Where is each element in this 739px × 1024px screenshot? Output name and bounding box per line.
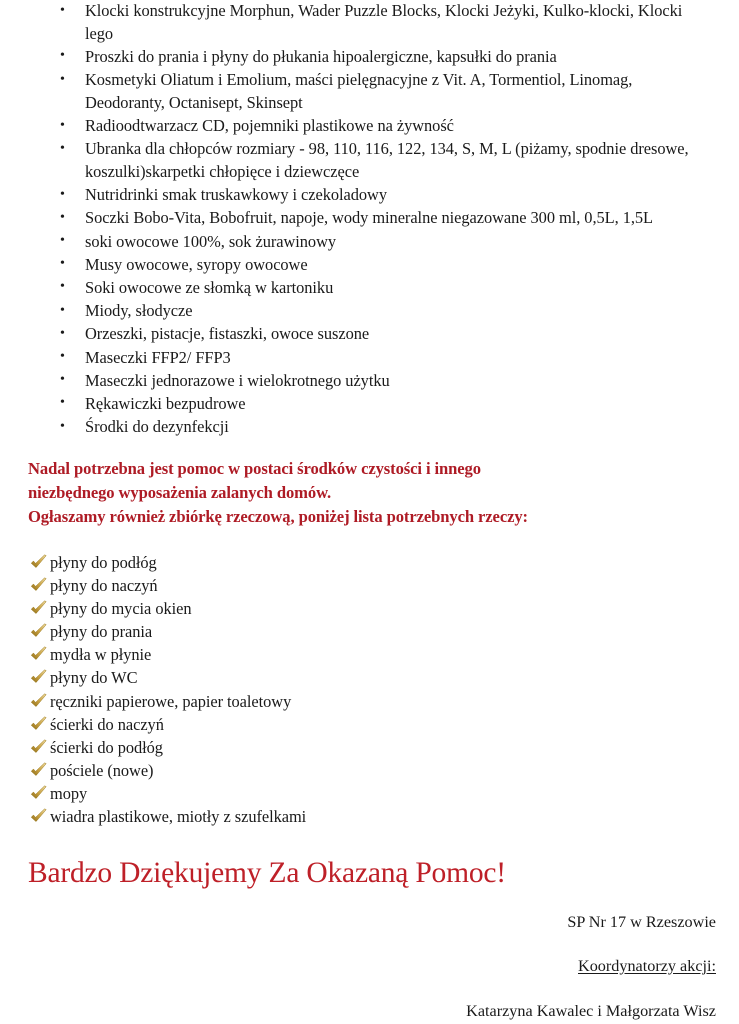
list-item: • soki owocowe 100%, sok żurawinowy [0, 231, 739, 254]
check-mark-icon [30, 669, 47, 686]
signature-names: Katarzyna Kawalec i Małgorzata Wisz [466, 1002, 716, 1020]
appeal-line: niezbędnego wyposażenia zalanych domów. [28, 483, 332, 503]
thank-you-heading: Bardzo Dziękujemy Za Okazaną Pomoc! [28, 857, 506, 889]
list-item-label: wiadra plastikowe, miotły z szufelkami [50, 807, 307, 827]
appeal-line: Ogłaszamy również zbiórkę rzeczową, poniżej lista potrzebnych rzeczy: [28, 507, 528, 527]
check-mark-icon [30, 762, 47, 779]
check-mark-icon [30, 577, 47, 594]
list-item: • Klocki konstrukcyjne Morphun, Wader Puzzle Blocks, Klocki Jeżyki, Kulko-klocki, Klocki lego [0, 0, 739, 45]
list-item [0, 666, 739, 689]
donated-products-list [0, 0, 739, 439]
list-item-label: mydła w płynie [50, 645, 152, 665]
list-item: • Rękawiczki bezpudrowe [0, 393, 739, 416]
list-item: • Soczki Bobo-Vita, Bobofruit, napoje, wody mineralne niegazowane 300 ml, 0,5L, 1,5L [0, 207, 739, 230]
list-item [0, 551, 739, 574]
list-item [0, 597, 739, 620]
appeal-line: Nadal potrzebna jest pomoc w postaci środków czystości i innego [28, 459, 481, 478]
needed-items-list [0, 551, 739, 828]
check-mark-icon [30, 600, 47, 617]
list-item [0, 805, 739, 828]
list-item [0, 643, 739, 666]
check-mark-icon [30, 716, 47, 733]
check-mark-icon [30, 739, 47, 756]
list-item-label: pościele (nowe) [50, 760, 154, 780]
list-item [0, 574, 739, 597]
list-item [0, 620, 739, 643]
list-item-label: płyny do podłóg [50, 553, 157, 572]
list-item [0, 759, 739, 782]
signature-block [216, 912, 716, 1022]
list-item-label: płyny do prania [50, 622, 153, 642]
list-item: • Kosmetyki Oliatum i Emolium, maści pielęgnacyjne z Vit. A, Tormentiol, Linomag, Deodoranty, Octanisept, Skinsept [0, 69, 739, 114]
list-item: • Maseczki FFP2/ FFP3 [0, 347, 739, 370]
list-item [0, 736, 739, 759]
signature-role-label: Koordynatorzy akcji: [578, 957, 716, 975]
check-mark-icon [30, 646, 47, 663]
list-item: • Miody, słodycze [0, 300, 739, 323]
signature-school: SP Nr 17 w Rzeszowie [567, 913, 716, 931]
list-item-label: mopy [50, 783, 88, 803]
check-mark-icon [30, 785, 47, 802]
list-item: • Maseczki jednorazowe i wielokrotnego użytku [0, 370, 739, 393]
list-item [0, 690, 739, 713]
list-item: • Ubranka dla chłopców rozmiary - 98, 110, 116, 122, 134, S, M, L (piżamy, spodnie dresowe, koszulki)skarpetki chłopięce i dziewczęce [0, 138, 739, 183]
list-item-label: płyny do mycia okien [50, 599, 192, 619]
list-item-label: płyny do naczyń [50, 576, 158, 596]
check-mark-icon [30, 693, 47, 710]
list-item-label: ścierki do naczyń [50, 714, 164, 734]
list-item-label: płyny do WC [50, 668, 138, 688]
list-item [0, 782, 739, 805]
list-item [0, 713, 739, 736]
list-item: • Nutridrinki smak truskawkowy i czekoladowy [0, 184, 739, 207]
appeal-paragraph [28, 457, 688, 530]
list-item-label: ścierki do podłóg [50, 737, 163, 757]
list-item: • Proszki do prania i płyny do płukania hipoalergiczne, kapsułki do prania [0, 46, 739, 69]
check-mark-icon [30, 808, 47, 825]
list-item: • Musy owocowe, syropy owocowe [0, 254, 739, 277]
check-mark-icon [30, 623, 47, 640]
list-item: • Soki owocowe ze słomką w kartoniku [0, 277, 739, 300]
list-item: • Środki do dezynfekcji [0, 416, 739, 439]
check-mark-icon [30, 554, 47, 571]
list-item-label: ręczniki papierowe, papier toaletowy [50, 691, 292, 711]
list-item: • Orzeszki, pistacje, fistaszki, owoce suszone [0, 323, 739, 346]
list-item: • Radioodtwarzacz CD, pojemniki plastikowe na żywność [0, 115, 739, 138]
